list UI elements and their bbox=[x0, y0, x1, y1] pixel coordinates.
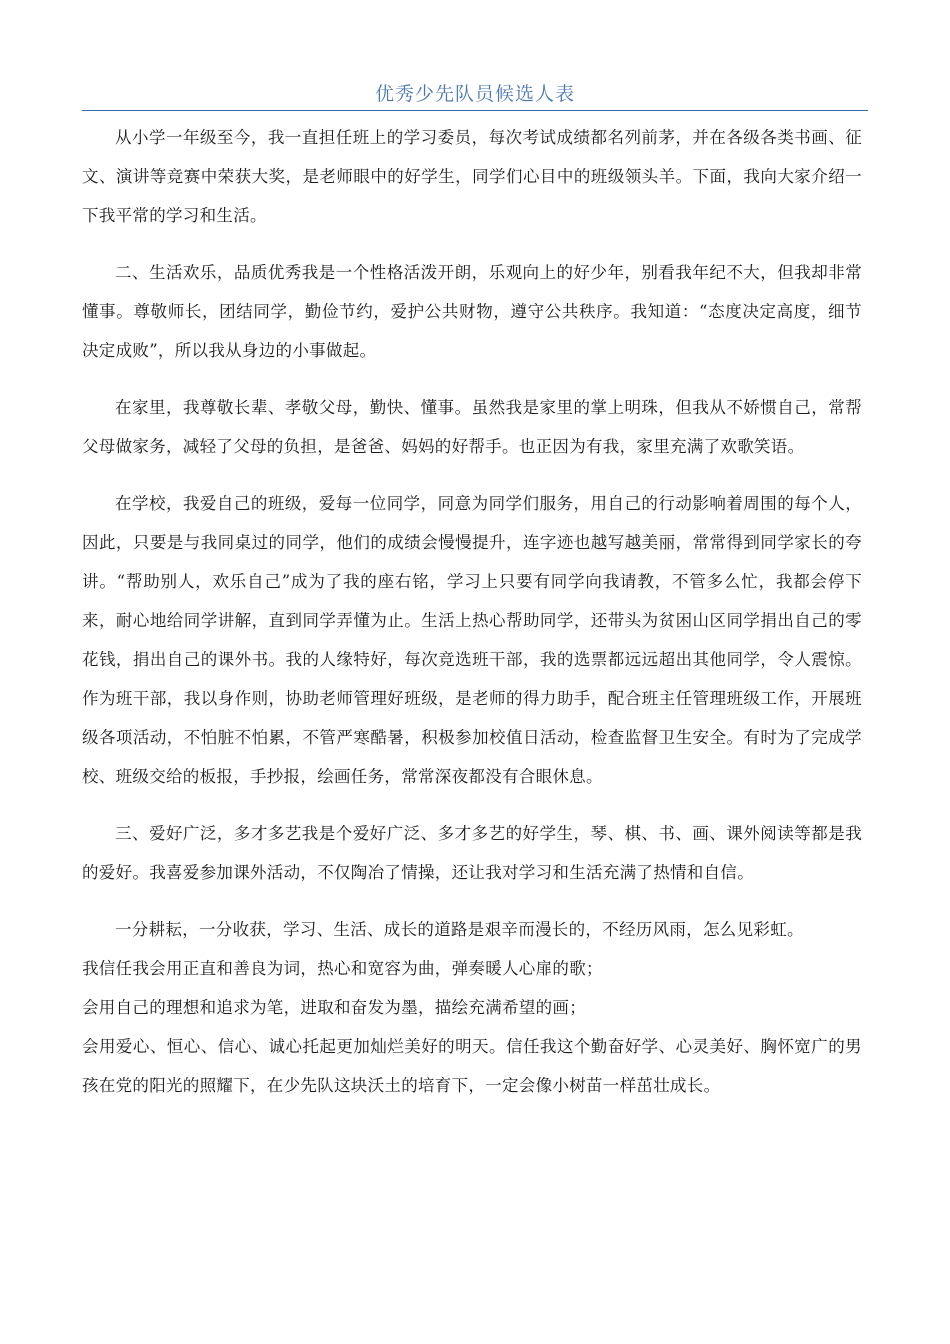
page-header bbox=[82, 80, 868, 111]
paragraph-intro: 从小学一年级至今，我一直担任班上的学习委员，每次考试成绩都名列前茅，并在各级各类书画、征文、演讲等竞赛中荣获大奖，是老师眼中的好学生，同学们心目中的班级领头羊。下面，我向大家介绍一下我平常的学习和生活。 bbox=[82, 128, 862, 225]
closing-line-3: 会用爱心、恒心、信心、诚心托起更加灿烂美好的明天。信任我这个勤奋好学、心灵美好、胸怀宽广的男孩在党的阳光的照耀下，在少先队这块沃土的培育下，一定会像小树苗一样茁壮成长。 bbox=[82, 1037, 862, 1095]
paragraph-at-home: 在家里，我尊敬长辈、孝敬父母，勤快、懂事。虽然我是家里的掌上明珠，但我从不娇惯自己，常帮父母做家务，减轻了父母的负担，是爸爸、妈妈的好帮手。也正因为有我，家里充满了欢歌笑语。 bbox=[82, 398, 862, 456]
paragraph-at-school: 在学校，我爱自己的班级，爱每一位同学，同意为同学们服务，用自己的行动影响着周围的每个人，因此，只要是与我同桌过的同学，他们的成绩会慢慢提升，连字迹也越写越美丽，常常得到同学家长的夸讲。“帮助别人，欢乐自己”成为了我的座右铭，学习上只要有同学向我请教，不管多么忙，我都会停下来，耐心地给同学讲解，直到同学弄懂为止。生活上热心帮助同学，还带头为贫困山区同学捐出自己的零花钱，捐出自己的课外书。我的人缘特好，每次竞选班干部，我的选票都远远超出其他同学，令人震惊。作为班干部，我以身作则，协助老师管理好班级，是老师的得力助手，配合班主任管理班级工作，开展班级各项活动，不怕脏不怕累，不管严寒酷暑，积极参加校值日活动，检查监督卫生安全。有时为了完成学校、班级交给的板报，手抄报，绘画任务，常常深夜都没有合眼休息。 bbox=[82, 494, 862, 786]
closing-line-2: 会用自己的理想和追求为笔，进取和奋发为墨，描绘充满希望的画； bbox=[82, 998, 586, 1017]
paragraph-life-quality: 二、生活欢乐，品质优秀我是一个性格活泼开朗，乐观向上的好少年，别看我年纪不大，但我却非常懂事。尊敬师长，团结同学，勤俭节约，爱护公共财物，遵守公共秩序。我知道：“态度决定高度，细节决定成败”，所以我从身边的小事做起。 bbox=[82, 263, 862, 360]
paragraph-conclusion: 一分耕耘，一分收获，学习、生活、成长的道路是艰辛而漫长的，不经历风雨，怎么见彩虹。 bbox=[115, 920, 804, 939]
paragraph-hobbies: 三、爱好广泛，多才多艺我是个爱好广泛、多才多艺的好学生，琴、棋、书、画、课外阅读等都是我的爱好。我喜爱参加课外活动，不仅陶冶了情操，还让我对学习和生活充满了热情和自信。 bbox=[82, 824, 862, 882]
closing-line-1: 我信任我会用正直和善良为词，热心和宽容为曲，弹奏暖人心扉的歌； bbox=[82, 959, 603, 978]
page-title: 优秀少先队员候选人表 bbox=[374, 83, 575, 105]
document-body bbox=[82, 118, 862, 1105]
